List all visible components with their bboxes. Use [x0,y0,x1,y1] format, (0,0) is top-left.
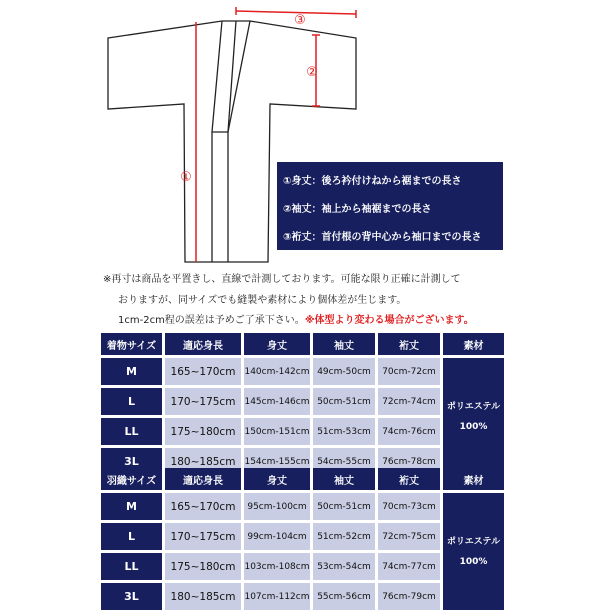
note-line-3-text: 1cm-2cm程の誤差は予めご了承下さい。 [118,315,305,326]
sodetake-cell: 51cm-53cm [313,418,375,445]
header-material: 素材 [443,333,504,355]
material-percent: 100% [459,556,488,567]
sodetake-cell: 55cm-56cm [313,583,375,610]
height-cell: 175~180cm [165,553,241,580]
material-name: ポリエステル [446,536,501,547]
mitake-cell: 145cm-146cm [244,388,310,415]
table-row [101,358,504,385]
size-cell: L [101,388,162,415]
mitake-cell: 107cm-112cm [244,583,310,610]
header-yukitake: 裄丈 [378,468,440,490]
size-cell: 3L [101,583,162,610]
height-cell: 180~185cm [165,583,241,610]
size-cell: 3L [101,448,162,475]
note-line-2: おりますが、同サイズでも縫製や素材により個体差が生じます。 [118,295,407,306]
note-warning: ※体型より変わる場合がございます。 [304,315,474,326]
yukitake-cell: 72cm-75cm [378,523,440,550]
mitake-cell: 95cm-100cm [244,493,310,520]
mitake-cell: 140cm-142cm [244,358,310,385]
size-cell: LL [101,418,162,445]
height-cell: 165~170cm [165,358,241,385]
size-cell: L [101,523,162,550]
header-height: 適応身長 [165,468,241,490]
header-size: 着物サイズ [101,333,162,355]
sodetake-cell: 51cm-52cm [313,523,375,550]
height-cell: 170~175cm [165,388,241,415]
header-size: 羽織サイズ [101,468,162,490]
size-cell: LL [101,553,162,580]
table-row [101,493,504,520]
table-header-row [101,333,504,355]
material-name: ポリエステル [446,401,501,412]
size-cell: M [101,493,162,520]
size-cell: M [101,358,162,385]
header-mitake: 身丈 [244,468,310,490]
yukitake-cell: 76cm-79cm [378,583,440,610]
height-cell: 170~175cm [165,523,241,550]
legend-item-sodetake: ②袖丈：袖上から袖裾までの長さ [283,204,432,215]
marker-3: ③ [294,13,306,28]
material-cell [443,493,504,610]
height-cell: 165~170cm [165,493,241,520]
header-height: 適応身長 [165,333,241,355]
sodetake-cell: 50cm-51cm [313,493,375,520]
mitake-cell: 154cm-155cm [244,448,310,475]
yukitake-cell: 70cm-73cm [378,493,440,520]
mitake-cell: 103cm-108cm [244,553,310,580]
legend-item-yukitake: ③裄丈：首付根の背中心から袖口までの長さ [283,232,482,243]
sodetake-cell: 49cm-50cm [313,358,375,385]
material-cell [443,358,504,475]
yukitake-cell: 74cm-76cm [378,418,440,445]
haori-size-table [98,465,507,613]
marker-1: ① [180,170,192,185]
header-mitake: 身丈 [244,333,310,355]
mitake-cell: 150cm-151cm [244,418,310,445]
height-cell: 180~185cm [165,448,241,475]
height-cell: 175~180cm [165,418,241,445]
header-yukitake: 裄丈 [378,333,440,355]
mitake-cell: 99cm-104cm [244,523,310,550]
header-material: 素材 [443,468,504,490]
kimono-size-table [98,330,507,478]
note-line-1: ※再寸は商品を平置きし、直線で計測しております。可能な限り正確に計測して [103,274,461,285]
sodetake-cell: 50cm-51cm [313,388,375,415]
yukitake-cell: 76cm-78cm [378,448,440,475]
measurement-legend [277,162,503,250]
table-header-row [101,468,504,490]
yukitake-cell: 72cm-74cm [378,388,440,415]
note-line-3 [118,311,600,326]
header-sodetake: 袖丈 [313,333,375,355]
yukitake-cell: 70cm-72cm [378,358,440,385]
yukitake-cell: 74cm-77cm [378,553,440,580]
material-percent: 100% [459,421,488,432]
sodetake-cell: 54cm-55cm [313,448,375,475]
legend-item-mitake: ①身丈：後ろ衿付けねから裾までの長さ [283,176,462,187]
sodetake-cell: 53cm-54cm [313,553,375,580]
marker-2: ② [306,65,318,80]
header-sodetake: 袖丈 [313,468,375,490]
